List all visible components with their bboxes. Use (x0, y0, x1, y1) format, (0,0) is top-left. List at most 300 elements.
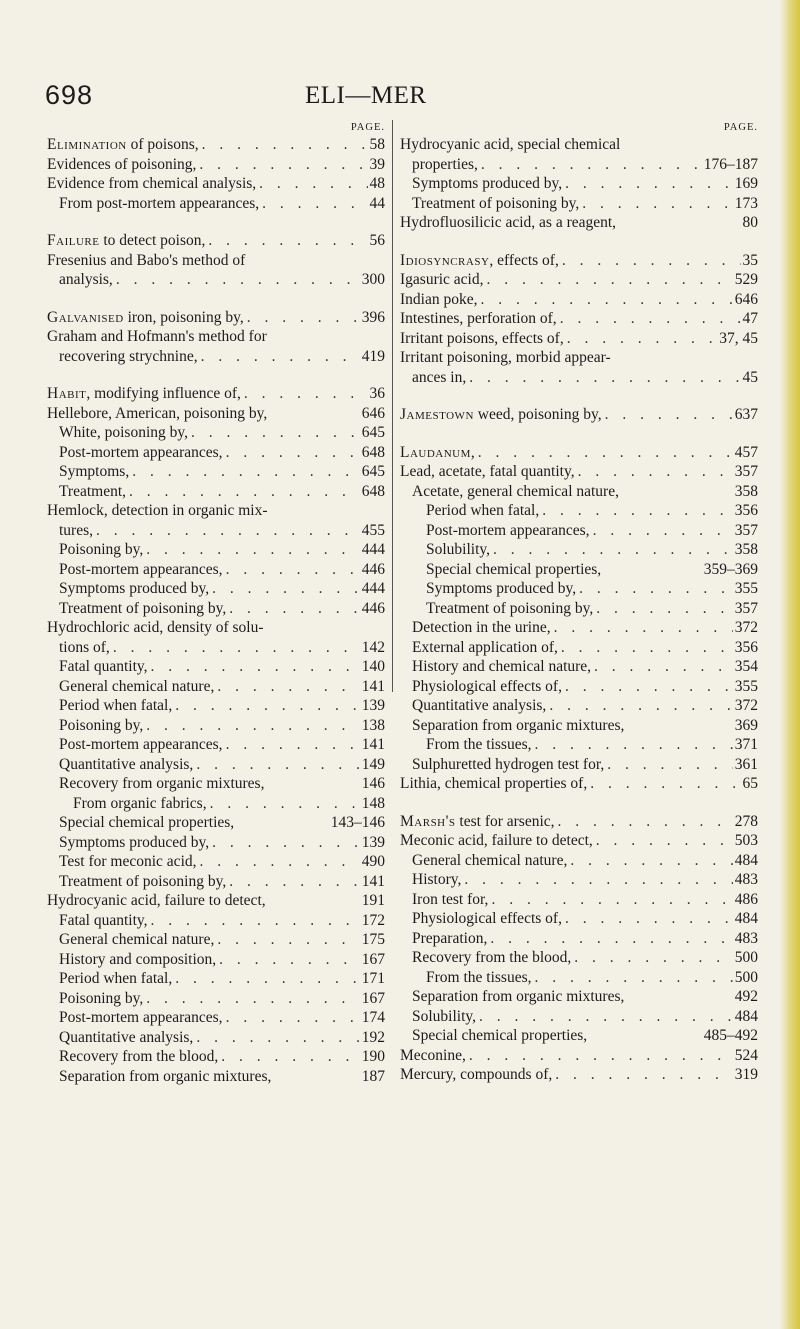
dot-leader (564, 329, 718, 349)
entry-page-ref: 191 (361, 892, 385, 909)
index-entry (47, 174, 385, 194)
entry-page-ref: 47 (742, 310, 758, 327)
entry-label: History and composition, (59, 950, 217, 968)
entry-page-ref: 648 (361, 443, 385, 461)
entry-keyword: Jamestown (400, 406, 474, 423)
entry-text (47, 174, 256, 194)
entry-text (59, 911, 148, 931)
entry-page-ref: 484 (734, 851, 758, 869)
entry-label: Period when fatal, (59, 970, 173, 987)
entry-page-ref: 142 (361, 638, 385, 656)
dot-leader (110, 638, 360, 658)
entry-page-ref: 357 (734, 521, 758, 539)
entry-text (412, 368, 466, 388)
entry-text (426, 521, 590, 541)
entry-label: Separation from organic mixtures, (59, 1067, 272, 1085)
entry-page-ref: 80 (742, 214, 758, 231)
entry-text (426, 501, 539, 521)
index-entry (400, 540, 758, 560)
index-entry (400, 677, 758, 697)
entry-label: tions of, (59, 638, 110, 656)
section-gap (47, 213, 385, 231)
dot-leader (551, 618, 733, 638)
dot-leader (461, 870, 732, 890)
index-entry (400, 1046, 758, 1066)
dot-leader (193, 755, 359, 775)
entry-text (59, 813, 234, 833)
dot-leader (244, 308, 360, 328)
entry-label: Quantitative analysis, (412, 697, 547, 714)
entry-text (400, 1065, 552, 1085)
entry-page-ref: 455 (361, 521, 385, 539)
index-column-left (47, 120, 385, 1086)
entry-page-ref: 446 (361, 599, 385, 617)
index-entry (47, 231, 385, 251)
entry-label: Post-mortem appearances, (59, 443, 223, 461)
entry-text (59, 270, 113, 290)
index-entry (47, 327, 385, 347)
dot-leader (143, 540, 359, 560)
section-gap (400, 425, 758, 443)
entry-text (400, 812, 555, 832)
entry-page-ref: 171 (361, 970, 385, 987)
entry-page-ref: 369 (734, 716, 758, 734)
entry-page-ref: 48 (369, 175, 385, 192)
entry-label: to detect poison, (99, 232, 206, 249)
entry-page-ref: 483 (734, 871, 758, 888)
index-entry (47, 599, 385, 619)
entry-text (426, 735, 532, 755)
entry-text (412, 174, 562, 194)
entry-label: Treatment of poisoning by, (412, 194, 580, 212)
entry-label: External application of, (412, 638, 558, 656)
entry-text (400, 831, 593, 851)
entry-label: Quantitative analysis, (59, 755, 194, 773)
dot-leader (259, 194, 367, 214)
dot-leader (567, 851, 732, 871)
dot-leader (616, 213, 740, 233)
entry-text (426, 560, 601, 580)
dot-leader (172, 969, 360, 989)
entry-text (412, 870, 461, 890)
index-entry (400, 443, 758, 463)
index-entry (400, 560, 758, 580)
entry-page-ref: 371 (734, 736, 758, 753)
entry-text (47, 231, 205, 251)
entry-page-ref: 319 (734, 1066, 758, 1083)
index-entry (400, 638, 758, 658)
index-entry (47, 696, 385, 716)
index-entry (47, 716, 385, 736)
dot-leader (484, 270, 733, 290)
dot-leader (93, 521, 360, 541)
entry-text (59, 1047, 218, 1067)
entry-text (59, 657, 148, 677)
entry-page-ref: 485–492 (703, 1027, 758, 1044)
dot-leader (559, 251, 741, 271)
index-entry (400, 270, 758, 290)
entry-label: ances in, (412, 368, 467, 386)
index-entry (400, 1007, 758, 1027)
entry-label: Post-mortem appearances, (426, 521, 590, 539)
entry-keyword: Laudanum (400, 443, 471, 461)
dot-leader (264, 774, 359, 794)
entry-text (59, 833, 209, 853)
index-entry (47, 774, 385, 794)
entry-text (412, 677, 562, 697)
entry-label: Separation from organic mixtures, (412, 716, 625, 734)
entry-keyword: Galvanised (47, 308, 124, 326)
section-gap (47, 290, 385, 308)
entry-page-ref: 483 (734, 929, 758, 947)
dot-leader (214, 930, 359, 950)
index-entry (400, 251, 758, 271)
dot-leader (241, 384, 368, 404)
entry-page-ref: 139 (361, 833, 385, 851)
index-entry (400, 755, 758, 775)
dot-leader (587, 774, 740, 794)
entry-label: Symptoms, (59, 463, 130, 480)
entry-label: Fatal quantity, (59, 911, 148, 929)
entry-page-ref: 139 (361, 697, 385, 714)
dot-leader (593, 599, 733, 619)
index-entry (400, 213, 758, 233)
dot-leader (214, 677, 359, 697)
entry-text (400, 443, 475, 463)
index-entry (400, 696, 758, 716)
dot-leader (546, 696, 732, 716)
entry-label: Fatal quantity, (59, 658, 148, 675)
index-entry (400, 482, 758, 502)
dot-leader (209, 579, 360, 599)
entry-label: Symptoms produced by, (412, 175, 563, 192)
entry-page-ref: 358 (734, 482, 758, 500)
entry-page-ref: 141 (361, 872, 385, 890)
index-entry (47, 560, 385, 580)
entry-keyword: Marsh's (400, 812, 456, 830)
entry-keyword: Habit (47, 385, 87, 402)
entry-text (59, 638, 110, 658)
entry-label: Lithia, chemical properties of, (400, 775, 588, 792)
entry-page-ref: 503 (734, 832, 758, 849)
index-entry (400, 1065, 758, 1085)
dot-leader (552, 1065, 733, 1085)
dot-leader (557, 309, 741, 329)
index-entry (47, 969, 385, 989)
entry-text (47, 404, 267, 424)
entry-label: Special chemical properties, (59, 814, 235, 831)
dot-leader (478, 155, 702, 175)
entry-text (47, 618, 264, 638)
entry-text (426, 599, 593, 619)
entry-page-ref: 187 (361, 1067, 385, 1085)
entry-text (59, 579, 209, 599)
index-entry (47, 638, 385, 658)
entry-label: Igasuric acid, (400, 271, 484, 288)
index-entry (400, 155, 758, 175)
entry-text (400, 309, 557, 329)
entry-label: of poisons, (126, 136, 199, 153)
dot-leader (575, 462, 733, 482)
entry-page-ref (756, 348, 758, 368)
index-entry (400, 812, 758, 832)
dot-leader (129, 462, 360, 482)
entry-text (412, 929, 487, 949)
entry-label: Physiological effects of, (412, 910, 562, 927)
entry-page-ref: 141 (361, 736, 385, 753)
entry-page-ref: 176–187 (703, 155, 758, 173)
entry-page-ref: 361 (734, 755, 758, 773)
entry-keyword: Elimination (47, 136, 127, 153)
index-entry (400, 774, 758, 794)
index-entry (47, 540, 385, 560)
entry-label: Post-mortem appearances, (59, 736, 223, 753)
dot-leader (611, 348, 756, 368)
dot-leader (223, 735, 360, 755)
entry-label: From organic fabrics, (73, 794, 207, 812)
section-gap (400, 387, 758, 405)
entry-page-ref: 648 (361, 482, 385, 500)
index-entry (47, 347, 385, 367)
dot-leader (199, 135, 368, 155)
index-entry (400, 579, 758, 599)
entry-label: Symptoms produced by, (59, 580, 210, 597)
entry-text (400, 462, 575, 482)
entry-page-ref: 172 (361, 911, 385, 929)
dot-leader (576, 579, 733, 599)
index-entry (47, 308, 385, 328)
entry-label: , (470, 443, 475, 461)
entry-label: General chemical nature, (59, 677, 215, 695)
dot-leader (126, 482, 360, 502)
entry-page-ref: 190 (361, 1048, 385, 1065)
dot-leader (271, 1067, 359, 1087)
section-gap (400, 233, 758, 251)
entry-text (426, 968, 532, 988)
entry-text (59, 599, 226, 619)
entry-page-ref: 65 (742, 775, 758, 792)
entry-page-ref: 39 (369, 155, 385, 173)
entry-label: Hydrocyanic acid, special chemical (400, 136, 621, 153)
entry-label: Iron test for, (412, 890, 489, 908)
entry-text (59, 852, 197, 872)
entry-text (59, 443, 223, 463)
entry-label: Hydrochloric acid, density of solu- (47, 619, 264, 636)
entry-label: Poisoning by, (59, 541, 144, 558)
entry-label: Period when fatal, (426, 502, 540, 519)
index-entry (400, 521, 758, 541)
entry-text (400, 270, 484, 290)
index-entry (47, 677, 385, 697)
entry-label: Recovery from the blood, (59, 1048, 219, 1065)
dot-leader (579, 194, 733, 214)
entry-page-ref: 372 (734, 697, 758, 714)
entry-page-ref: 484 (734, 910, 758, 927)
entry-text (59, 989, 143, 1009)
entry-label: Mercury, compounds of, (400, 1066, 553, 1083)
entry-label: Symptoms produced by, (59, 833, 210, 851)
entry-page-ref: 175 (361, 931, 385, 948)
index-entry (400, 968, 758, 988)
dot-leader (223, 443, 360, 463)
entry-text (47, 501, 268, 521)
index-entry (47, 270, 385, 290)
index-entry (400, 462, 758, 482)
index-entry (47, 404, 385, 424)
index-entry (400, 1026, 758, 1046)
entry-label: Graham and Hofmann's method for (47, 328, 267, 345)
dot-leader (226, 599, 360, 619)
entry-page-ref: 167 (361, 989, 385, 1007)
entry-text (59, 423, 188, 443)
entry-label: Solubility, (412, 1007, 477, 1025)
dot-leader (490, 540, 733, 560)
entry-text (59, 521, 93, 541)
entry-page-ref (383, 327, 385, 347)
entry-text (59, 735, 223, 755)
entry-keyword: Idiosyncrasy (400, 251, 490, 269)
index-entry (47, 462, 385, 482)
entry-page-ref: 141 (361, 677, 385, 695)
entry-text (412, 1007, 476, 1027)
entry-page-ref: 354 (734, 658, 758, 675)
dot-leader (267, 404, 360, 424)
entry-label: Treatment of poisoning by, (59, 872, 227, 890)
dot-leader (216, 950, 360, 970)
entry-label: Intestines, perforation of, (400, 310, 557, 327)
entry-page-ref: 173 (734, 194, 758, 212)
dot-leader (562, 677, 733, 697)
entry-text (59, 872, 226, 892)
dot-leader (488, 890, 732, 910)
entry-page-ref: 138 (361, 716, 385, 734)
index-entry (47, 521, 385, 541)
index-entry (47, 872, 385, 892)
entry-page-ref: 45 (742, 368, 758, 386)
entry-label: , modifying influence of, (86, 385, 241, 402)
dot-leader (113, 270, 360, 290)
page-edge (780, 0, 800, 1329)
index-entry (47, 251, 385, 271)
index-entry (400, 716, 758, 736)
dot-leader (562, 909, 733, 929)
entry-text (412, 657, 591, 677)
index-entry (47, 930, 385, 950)
entry-label: Detection in the urine, (412, 619, 551, 636)
entry-label: properties, (412, 155, 478, 173)
entry-label: analysis, (59, 271, 113, 288)
entry-label: Poisoning by, (59, 989, 144, 1007)
entry-text (412, 696, 546, 716)
index-entry (47, 833, 385, 853)
index-entry (47, 1067, 385, 1087)
index-column-right (400, 120, 758, 1085)
dot-leader (602, 405, 733, 425)
entry-page-ref: 372 (734, 619, 758, 636)
section-gap (400, 794, 758, 812)
index-entry (47, 384, 385, 404)
entry-page-ref: 645 (361, 463, 385, 480)
entry-page-ref: 146 (361, 775, 385, 792)
entry-label: weed, poisoning by, (473, 406, 602, 423)
entry-label: Hydrofluosilicic acid, as a reagent, (400, 214, 617, 231)
index-entry (47, 443, 385, 463)
index-entry (47, 950, 385, 970)
entry-label: Solubility, (426, 541, 491, 558)
dot-leader (532, 735, 733, 755)
dot-leader (193, 1028, 359, 1048)
index-entry (47, 989, 385, 1009)
index-entry (400, 194, 758, 214)
entry-text (412, 987, 624, 1007)
entry-label: Recovery from organic mixtures, (59, 775, 265, 792)
dot-leader (555, 812, 733, 832)
entry-text (412, 1026, 587, 1046)
dot-leader (558, 638, 733, 658)
entry-label: History and chemical nature, (412, 658, 592, 675)
dot-leader (188, 423, 360, 443)
entry-page-ref: 356 (734, 502, 758, 519)
dot-leader (223, 1008, 360, 1028)
entry-label: General chemical nature, (59, 931, 215, 948)
entry-text (400, 405, 602, 425)
entry-label: Sulphuretted hydrogen test for, (412, 755, 605, 773)
entry-text (400, 774, 587, 794)
dot-leader (198, 347, 360, 367)
entry-label: Poisoning by, (59, 716, 144, 734)
entry-page-ref: 492 (734, 988, 758, 1005)
entry-text (400, 290, 477, 310)
entry-page-ref: 396 (361, 308, 385, 326)
index-entry (47, 1028, 385, 1048)
entry-page-ref: 500 (734, 968, 758, 986)
dot-leader (624, 987, 732, 1007)
entry-label: tures, (59, 521, 94, 539)
dot-leader (619, 482, 733, 502)
entry-label: Quantitative analysis, (59, 1028, 194, 1046)
entry-page-ref: 192 (361, 1028, 385, 1046)
entry-page-ref: 58 (369, 136, 385, 153)
entry-text (59, 347, 198, 367)
index-entry (47, 579, 385, 599)
entry-text (73, 794, 207, 814)
dot-leader (466, 368, 740, 388)
entry-text (412, 851, 567, 871)
entry-text (59, 716, 143, 736)
entry-page-ref: 645 (361, 424, 385, 441)
entry-text (400, 251, 559, 271)
entry-page-ref: 486 (734, 890, 758, 908)
dot-leader (148, 657, 360, 677)
entry-page-ref: 56 (369, 232, 385, 249)
entry-label: Special chemical properties, (426, 560, 602, 578)
entry-label: Hellebore, American, poisoning by, (47, 404, 268, 422)
index-entry (400, 735, 758, 755)
entry-label: Treatment of poisoning by, (426, 599, 594, 617)
page-number: 698 (45, 80, 94, 110)
entry-text (412, 716, 624, 736)
dot-leader (143, 716, 359, 736)
entry-page-ref: 457 (734, 443, 758, 461)
index-entry (400, 657, 758, 677)
entry-label: General chemical nature, (412, 851, 568, 869)
entry-label: Evidence from chemical analysis, (47, 175, 257, 192)
dot-leader (591, 657, 733, 677)
index-entry (47, 135, 385, 155)
entry-text (47, 155, 196, 175)
section-gap (47, 366, 385, 384)
entry-text (59, 950, 216, 970)
